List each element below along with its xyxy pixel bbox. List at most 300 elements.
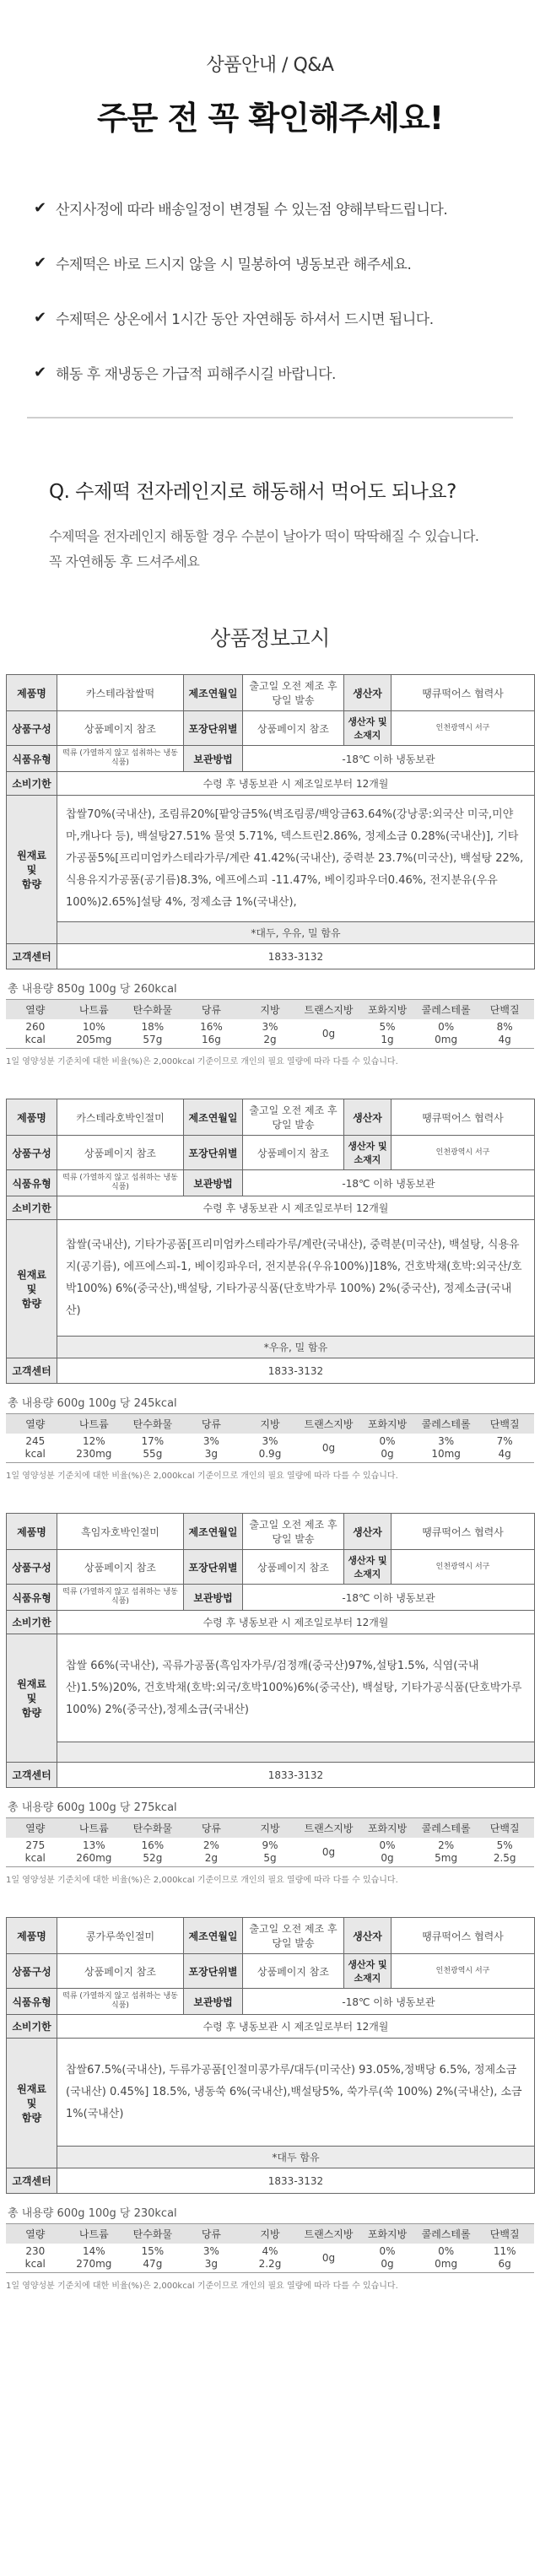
expiry: 수령 후 냉동보관 시 제조일로부터 12개월 [57,772,535,796]
nutrition-value [240,2244,300,2273]
manufacture-date: 출고일 오전 제조 후 당일 발송 [243,675,344,711]
product-list [0,674,540,2291]
notice-item [34,307,506,328]
nutrition-header-row [6,1414,534,1434]
manufacture-date: 출고일 오전 제조 후 당일 발송 [243,1514,344,1550]
nutrition-total: 총 내용량 600g 100g 당 275kcal [8,1801,177,1814]
nutrition-value [300,1019,359,1049]
nutrition-value-bottom: 6g [498,2258,511,2270]
label-ingredients-line: 함량 [21,2112,42,2124]
label-composition: 상품구성 [7,1136,57,1170]
nutrition-header: 당류 [182,1000,241,1020]
label-expiry: 소비기한 [7,772,57,796]
ingredients: 찹쌀70%(국내산), 조림류20%[팥앙금5%(벽조림콩/백앙금63.64%(강낭콩:외국산 미국,미얀마,캐나다 등), 백설탕27.51% 물엿 5.71%, 덱스트린2.86%, 정제소금 0.28%(국내산)], 기타가공품5%[프리미엄카스테라가루/계란 41.42%(국내산), 중력분 23.7%(미국산), 백설탕 22%, 식용유지가공품(공기름)8.3%, 에프에스피 -11.47%, 베이킹파우더0.46%, 전지분유(우유 100%)2.65%]설탕 4%, 정제소금 1%(국내산), [57,796,535,922]
label-customer-center: 고객센터 [7,944,57,969]
nutrition-value [358,2244,417,2273]
label-expiry: 소비기한 [7,1196,57,1220]
nutrition-value-bottom: 52g [143,1852,163,1864]
nutrition-value-top: 16% [141,1839,165,1851]
nutrition-value [6,2244,65,2273]
label-customer-center: 고객센터 [7,1358,57,1384]
producer: 땡큐떡어스 협력사 [392,1099,535,1136]
nutrition-table [6,1413,534,1463]
nutrition-header: 트랜스지방 [300,2224,359,2244]
nutrition-value-bottom: 2.5g [493,1852,516,1864]
nutrition-value-top: 11% [493,2245,516,2257]
label-producer: 생산자 [344,1918,392,1954]
product-spec-table [6,674,535,969]
spec-row [7,1742,535,1763]
notice-text: 수제떡은 바로 드시지 않을 시 밀봉하여 냉동보관 해주세요. [56,257,412,273]
label-ingredients-line: 및 [26,1693,37,1704]
label-ingredients-line: 원재료 [17,2083,46,2095]
nutrition-value [475,1019,534,1049]
label-ingredients-line: 원재료 [17,1678,46,1690]
seller: 인천광역시 서구 [392,1954,535,1989]
nutrition-value [65,1019,124,1049]
nutrition-header: 나트륨 [65,2224,124,2244]
nutrition-value [182,1838,241,1867]
producer: 땡큐떡어스 협력사 [392,675,535,711]
qa-answer: 수제떡을 전자레인지 해동할 경우 수분이 날아가 떡이 딱딱해질 수 있습니다. 꼭 자연해동 후 드셔주세요 [49,528,479,570]
nutrition-value-bottom: 230mg [76,1448,112,1460]
nutrition-total: 총 내용량 600g 100g 당 245kcal [8,1397,177,1410]
manufacture-date: 출고일 오전 제조 후 당일 발송 [243,1099,344,1136]
spec-row [7,1358,535,1384]
header-title: 주문 전 꼭 확인해주세요! [96,100,444,137]
nutrition-value [300,1838,359,1867]
customer-center: 1833-3132 [57,1763,535,1788]
spec-row [7,1136,535,1170]
label-product-name: 제품명 [7,1099,57,1136]
label-product-name: 제품명 [7,675,57,711]
nutrition-value-top: 0% [379,1435,396,1447]
nutrition-value-bottom: 2g [204,1852,219,1864]
label-ingredients-line: 함량 [21,878,42,890]
label-manufacture-date: 제조연월일 [184,1099,243,1136]
product-section [6,674,534,1067]
label-ingredients [7,2039,57,2168]
nutrition-header: 지방 [240,1414,300,1434]
spec-row [7,1989,535,2015]
label-producer: 생산자 [344,675,392,711]
seller: 인천광역시 서구 [392,1550,535,1585]
label-seller: 생산자 및 소재지 [344,1550,392,1585]
nutrition-header: 당류 [182,1414,241,1434]
expiry: 수령 후 냉동보관 시 제조일로부터 12개월 [57,1196,535,1220]
nutrition-value [417,2244,476,2273]
nutrition-header: 단백질 [475,1414,534,1434]
product-name: 카스테라호박인절미 [57,1099,184,1136]
nutrition-value-bottom: kcal [24,1034,46,1045]
spec-row [7,796,535,922]
spec-row [7,1550,535,1585]
nutrition-value [240,1434,300,1463]
expiry: 수령 후 냉동보관 시 제조일로부터 12개월 [57,1611,535,1634]
nutrition-value [240,1019,300,1049]
nutrition-header: 지방 [240,1818,300,1839]
qa-question: Q. 수제떡 전자레인지로 해동해서 먹어도 되나요? [49,481,456,503]
nutrition-note: 1일 영양성분 기준치에 대한 비율(%)은 2,000kcal 기준이므로 개인의 필요 열량에 따라 다를 수 있습니다. [6,2282,398,2291]
label-storage: 보관방법 [184,746,243,772]
nutrition-value-bottom: 47g [143,2258,163,2270]
allergy-info [57,1742,535,1763]
label-food-type: 식품유형 [7,1585,57,1611]
customer-center: 1833-3132 [57,944,535,969]
nutrition-value-top: 5% [379,1021,396,1033]
nutrition-header: 나트륨 [65,1414,124,1434]
ingredients: 찹쌀67.5%(국내산), 두류가공품[인절미콩가루/대두(미국산) 93.05%,정백당 6.5%, 정제소금(국내산) 0.45%] 18.5%, 냉동쑥 6%(국내산),백설탕5%, 쑥가루(쑥 100%) 2%(국내산), 소금1%(국내산) [57,2039,535,2147]
nutrition-header: 단백질 [475,2224,534,2244]
product-name: 카스테라찹쌀떡 [57,675,184,711]
nutrition-value-row [6,2244,534,2273]
label-ingredients [7,1634,57,1763]
nutrition-value-top: 0g [321,1441,336,1454]
nutrition-value-top: 17% [141,1435,165,1447]
nutrition-note: 1일 영양성분 기준치에 대한 비율(%)은 2,000kcal 기준이므로 개인의 필요 열량에 따라 다를 수 있습니다. [6,1876,398,1885]
label-customer-center: 고객센터 [7,1763,57,1788]
nutrition-value [182,2244,241,2273]
nutrition-value [123,1838,182,1867]
nutrition-value [475,1434,534,1463]
label-composition: 상품구성 [7,1550,57,1585]
food-type: 떡류 (가열하지 않고 섭취하는 냉동식품) [57,746,184,772]
nutrition-value-top: 15% [141,2245,165,2257]
spec-row [7,1514,535,1550]
storage: -18℃ 이하 냉동보관 [243,1170,535,1196]
spec-row [7,1099,535,1136]
seller: 인천광역시 서구 [392,1136,535,1170]
nutrition-header: 열량 [6,1000,65,1020]
nutrition-value-top: 3% [202,1435,219,1447]
spec-row [7,2015,535,2039]
notice-item [34,197,506,219]
nutrition-value-bottom: 3g [204,2258,219,2270]
spec-row [7,675,535,711]
nutrition-value-bottom: 5mg [435,1852,458,1864]
nutrition-value-row [6,1838,534,1867]
nutrition-header: 트랜스지방 [300,1818,359,1839]
nutrition-value-top: 3% [262,1021,278,1033]
nutrition-value [6,1434,65,1463]
food-type: 떡류 (가열하지 않고 섭취하는 냉동식품) [57,1170,184,1196]
qa-section [0,419,540,575]
label-manufacture-date: 제조연월일 [184,1514,243,1550]
label-package-unit: 포장단위별 [184,1954,243,1989]
label-composition: 상품구성 [7,1954,57,1989]
nutrition-value-bottom: 0g [381,1448,394,1460]
nutrition-value-bottom: 57g [143,1034,163,1045]
nutrition-header: 포화지방 [358,2224,417,2244]
nutrition-header: 탄수화물 [123,1818,182,1839]
allergy-info: *우유, 밀 함유 [57,1337,535,1358]
nutrition-value-top: 3% [262,1435,278,1447]
nutrition-value-top: 230 [25,2245,46,2257]
label-food-type: 식품유형 [7,746,57,772]
spec-row [7,1918,535,1954]
header [0,0,540,138]
nutrition-note: 1일 영양성분 기준치에 대한 비율(%)은 2,000kcal 기준이므로 개인의 필요 열량에 따라 다를 수 있습니다. [6,1057,398,1067]
nutrition-value-top: 0g [321,2251,336,2264]
label-package-unit: 포장단위별 [184,1136,243,1170]
nutrition-value [475,1838,534,1867]
info-title: 상품정보고시 [210,626,330,651]
label-storage: 보관방법 [184,1170,243,1196]
expiry: 수령 후 냉동보관 시 제조일로부터 12개월 [57,2015,535,2039]
nutrition-header: 나트륨 [65,1000,124,1020]
label-ingredients-line: 함량 [21,1707,42,1719]
nutrition-value [6,1019,65,1049]
nutrition-header: 당류 [182,2224,241,2244]
storage: -18℃ 이하 냉동보관 [243,746,535,772]
nutrition-total: 총 내용량 850g 100g 당 260kcal [8,983,177,996]
nutrition-value-top: 0g [321,1845,336,1858]
spec-row [7,944,535,969]
notice-text: 해동 후 재냉동은 가급적 피해주시길 바랍니다. [56,366,336,383]
nutrition-header-row [6,1818,534,1839]
nutrition-value [358,1838,417,1867]
header-subtitle: 상품안내 / Q&A [206,55,334,76]
nutrition-header: 콜레스테롤 [417,1000,476,1020]
label-ingredients-line: 및 [26,2098,37,2109]
nutrition-value-top: 0% [379,1839,396,1851]
nutrition-value-top: 8% [496,1021,513,1033]
nutrition-header: 열량 [6,1818,65,1839]
nutrition-value-bottom: 5g [263,1852,277,1864]
nutrition-header: 열량 [6,2224,65,2244]
product-name: 흑임자호박인절미 [57,1514,184,1550]
nutrition-value [300,2244,359,2273]
nutrition-value-top: 7% [496,1435,513,1447]
nutrition-value-top: 3% [202,2245,219,2257]
label-storage: 보관방법 [184,1585,243,1611]
notice-text: 산지사정에 따라 배송일정이 변경될 수 있는점 양해부탁드립니다. [56,202,448,219]
nutrition-value-top: 2% [202,1839,219,1851]
nutrition-value-top: 0% [438,2245,455,2257]
nutrition-value [358,1434,417,1463]
nutrition-value-bottom: 2.2g [258,2258,282,2270]
nutrition-header: 나트륨 [65,1818,124,1839]
nutrition-value-bottom: 205mg [76,1034,112,1045]
label-ingredients-line: 원재료 [17,850,46,861]
label-ingredients-line: 원재료 [17,1269,46,1281]
customer-center: 1833-3132 [57,1358,535,1384]
nutrition-value-bottom: 0g [381,1852,394,1864]
nutrition-value-bottom: 2g [263,1034,277,1045]
label-ingredients-line: 및 [26,1283,37,1295]
nutrition-header: 지방 [240,2224,300,2244]
label-food-type: 식품유형 [7,1170,57,1196]
nutrition-header: 탄수화물 [123,2224,182,2244]
nutrition-value-top: 245 [25,1435,46,1447]
label-ingredients-line: 함량 [21,1298,42,1310]
spec-row [7,1337,535,1358]
spec-row [7,1220,535,1337]
nutrition-header: 콜레스테롤 [417,1414,476,1434]
product-section [6,1099,534,1481]
nutrition-value-bottom: 3g [204,1448,219,1460]
label-product-name: 제품명 [7,1514,57,1550]
nutrition-value [240,1838,300,1867]
product-name: 콩가루쑥인절미 [57,1918,184,1954]
composition: 상품페이지 참조 [57,1136,184,1170]
spec-row [7,1170,535,1196]
label-seller: 생산자 및 소재지 [344,711,392,746]
label-product-name: 제품명 [7,1918,57,1954]
product-spec-table [6,1513,535,1788]
nutrition-value-top: 4% [262,2245,278,2257]
package-unit: 상품페이지 참조 [243,1136,344,1170]
label-expiry: 소비기한 [7,2015,57,2039]
spec-row [7,746,535,772]
spec-row [7,1634,535,1742]
nutrition-value-bottom: 270mg [76,2258,112,2270]
nutrition-value-top: 0% [438,1021,455,1033]
nutrition-note: 1일 영양성분 기준치에 대한 비율(%)은 2,000kcal 기준이므로 개인의 필요 열량에 따라 다를 수 있습니다. [6,1472,398,1481]
nutrition-header: 당류 [182,1818,241,1839]
nutrition-header: 지방 [240,1000,300,1020]
check-icon: ✔ [34,309,47,327]
nutrition-value [123,1019,182,1049]
nutrition-header: 탄수화물 [123,1000,182,1020]
label-manufacture-date: 제조연월일 [184,675,243,711]
nutrition-value-bottom: 260mg [76,1852,112,1864]
package-unit: 상품페이지 참조 [243,711,344,746]
nutrition-value [65,1434,124,1463]
nutrition-value-top: 0g [321,1027,336,1040]
spec-row [7,2168,535,2194]
nutrition-value-top: 10% [82,1021,105,1033]
storage: -18℃ 이하 냉동보관 [243,1989,535,2015]
nutrition-header: 콜레스테롤 [417,2224,476,2244]
spec-row [7,1196,535,1220]
label-customer-center: 고객센터 [7,2168,57,2194]
label-food-type: 식품유형 [7,1989,57,2015]
label-producer: 생산자 [344,1514,392,1550]
nutrition-header: 포화지방 [358,1414,417,1434]
composition: 상품페이지 참조 [57,1954,184,1989]
nutrition-value-bottom: 0mg [435,2258,458,2270]
nutrition-header-row [6,1000,534,1020]
nutrition-value [417,1019,476,1049]
package-unit: 상품페이지 참조 [243,1954,344,1989]
nutrition-header-row [6,2224,534,2244]
spec-row [7,1611,535,1634]
nutrition-value-bottom: kcal [24,1448,46,1460]
nutrition-value-bottom: 0g [381,2258,394,2270]
customer-center: 1833-3132 [57,2168,535,2194]
label-package-unit: 포장단위별 [184,1550,243,1585]
spec-row [7,711,535,746]
nutrition-value [300,1434,359,1463]
spec-row [7,1763,535,1788]
nutrition-value-top: 275 [25,1839,46,1851]
nutrition-header: 트랜스지방 [300,1414,359,1434]
nutrition-value-top: 13% [82,1839,105,1851]
check-icon: ✔ [34,254,47,272]
nutrition-value-top: 14% [82,2245,105,2257]
label-storage: 보관방법 [184,1989,243,2015]
nutrition-table [6,999,534,1049]
product-spec-table [6,1099,535,1384]
spec-row [7,2039,535,2147]
nutrition-header: 열량 [6,1414,65,1434]
check-icon: ✔ [34,364,47,381]
nutrition-value-bottom: 1g [381,1034,394,1045]
storage: -18℃ 이하 냉동보관 [243,1585,535,1611]
nutrition-header: 단백질 [475,1000,534,1020]
nutrition-value-top: 18% [141,1021,165,1033]
label-ingredients [7,1220,57,1358]
composition: 상품페이지 참조 [57,711,184,746]
nutrition-value-bottom: 4g [498,1034,511,1045]
label-ingredients [7,796,57,944]
nutrition-value-bottom: 4g [498,1448,511,1460]
nutrition-header: 트랜스지방 [300,1000,359,1020]
nutrition-value-row [6,1434,534,1463]
spec-row [7,1954,535,1989]
nutrition-value-row [6,1019,534,1049]
nutrition-header: 탄수화물 [123,1414,182,1434]
food-type: 떡류 (가열하지 않고 섭취하는 냉동식품) [57,1989,184,2015]
manufacture-date: 출고일 오전 제조 후 당일 발송 [243,1918,344,1954]
nutrition-value-top: 5% [496,1839,513,1851]
notice-text: 수제떡은 상온에서 1시간 동안 자연해동 하셔서 드시면 됩니다. [56,311,434,328]
product-spec-table [6,1917,535,2194]
composition: 상품페이지 참조 [57,1550,184,1585]
food-type: 떡류 (가열하지 않고 섭취하는 냉동식품) [57,1585,184,1611]
nutrition-value [65,2244,124,2273]
nutrition-value-bottom: kcal [24,2258,46,2270]
nutrition-header: 포화지방 [358,1818,417,1839]
nutrition-value [182,1434,241,1463]
spec-row [7,1585,535,1611]
product-section [6,1513,534,1885]
nutrition-total: 총 내용량 600g 100g 당 230kcal [8,2207,177,2220]
seller: 인천광역시 서구 [392,711,535,746]
label-producer: 생산자 [344,1099,392,1136]
nutrition-value-top: 9% [262,1839,278,1851]
allergy-info: *대두 함유 [57,2147,535,2168]
spec-row [7,922,535,944]
producer: 땡큐떡어스 협력사 [392,1918,535,1954]
ingredients: 찹쌀(국내산), 기타가공품[프리미엄카스테라가루/계란(국내산), 중력분(미국산), 백설탕, 식용유지(공기름), 에프에스피-1, 베이킹파우더, 전지분유(우유100%)]18%, 건호박채(호박:외국산/호박100%) 6%(중국산),백설탕, 기타가공식품(단호박가루 100%) 2%(중국산), 정제소금(국내산) [57,1220,535,1337]
label-expiry: 소비기한 [7,1611,57,1634]
notice-list [0,138,540,383]
nutrition-table [6,1817,534,1867]
nutrition-value [6,1838,65,1867]
nutrition-value [182,1019,241,1049]
spec-row [7,2147,535,2168]
nutrition-value-top: 12% [82,1435,105,1447]
label-seller: 생산자 및 소재지 [344,1954,392,1989]
package-unit: 상품페이지 참조 [243,1550,344,1585]
nutrition-value-bottom: 0.9g [258,1448,282,1460]
nutrition-value-top: 3% [438,1435,455,1447]
producer: 땡큐떡어스 협력사 [392,1514,535,1550]
label-composition: 상품구성 [7,711,57,746]
nutrition-value-top: 0% [379,2245,396,2257]
nutrition-value [475,2244,534,2273]
spec-row [7,772,535,796]
nutrition-value-bottom: kcal [24,1852,46,1864]
nutrition-value [65,1838,124,1867]
nutrition-value-bottom: 0mg [435,1034,458,1045]
nutrition-header: 단백질 [475,1818,534,1839]
nutrition-value [358,1019,417,1049]
nutrition-value-bottom: 10mg [431,1448,461,1460]
nutrition-value-bottom: 16g [201,1034,221,1045]
